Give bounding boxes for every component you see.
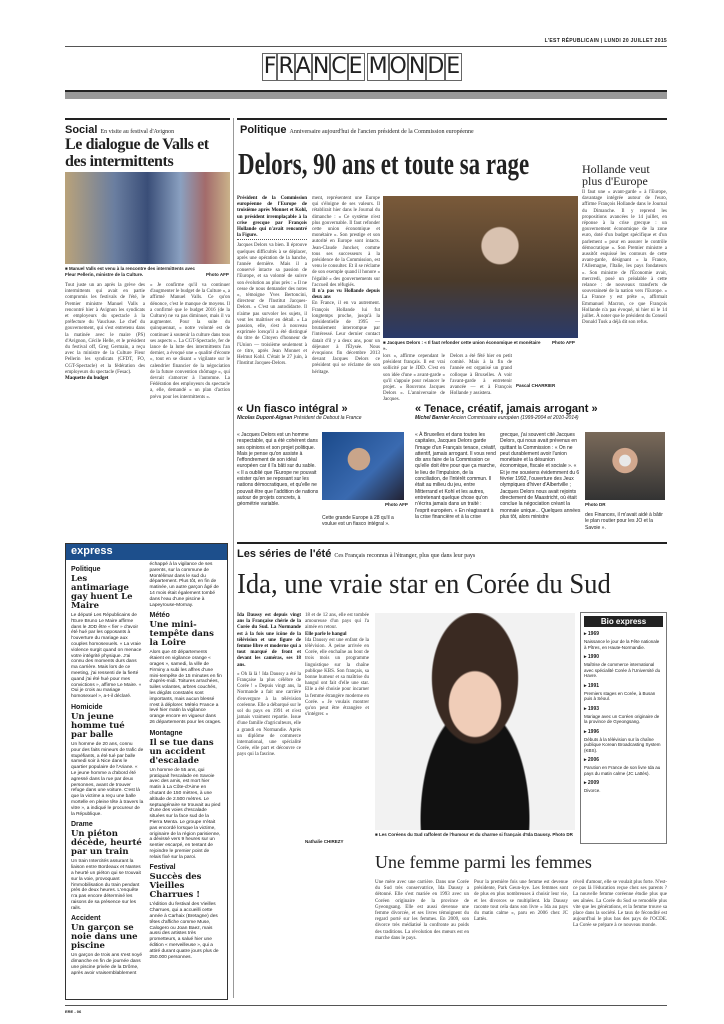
kicker-sub: En visite au festival d'Avignon [100, 129, 175, 135]
express-headline: Un garçon se noie dans une piscine [71, 923, 138, 952]
valls-photo [65, 172, 230, 264]
photo-credit: Photo DR [585, 502, 606, 507]
article-body [312, 196, 380, 390]
kicker-label: Les séries de l'été [237, 548, 332, 560]
quote-text: grecque, j'ai souvent cité Jacques Delors, qui nous avait prévenus en quittant la Commission : « On ne peut durablement avoir l'union monétaire et la désunion économique, fiscale et sociale ». « Et je me souviens évidemment du 6 février 1992, l'ouverture des Jeux olympiques d'hiver d'Albertville ; Jacques Delors nous avait rejoints directement de Maastricht, où était conclue la négociation créant la monnaie unique... Quelques années plus tôt, alors ministre [500, 432, 581, 520]
sidebar-body: Il faut une « avant-garde » à l'Europe, davantage intégrée autour de l'euro, affirme François Hollande dans le Journal du Dimanche. Il y reprend les propositions avancées le 14 juillet, en réponse à la crise grecque : un gouvernement économique de la zone euro, doté d'un budget spécifique et d'un parlement « pour en assurer le contrôle démocratique ». Son Premier ministre a aussitôt esquissé les contours de cette avant-garde, désignant « la France, l'Allemagne, l'Italie, les pays fondateurs ». Son ministre de l'Économie avait, mercredi, posé un préalable à cette relance : de nouveaux transferts de souveraineté de la nation vers l'Europe. « La France y est prête », affirmait Emmanuel Macron, ce que François Hollande n'a pas évoqué, ni hier ni le 14 juillet. À noter que le président du Conseil Donald Tusk a déjà dit son refus. [582, 190, 667, 326]
bio-year: ▸ 2009 [584, 780, 600, 786]
politique-kicker [240, 124, 670, 136]
bio-year: ▸ 1969 [584, 631, 600, 637]
footer-rule [65, 1005, 667, 1006]
ida-daussy-photo [375, 613, 575, 830]
quote-text: « Jacques Delors est un homme respectable, qui a été cohérent dans ses opinions et son projet politique. Mais je pense qu'on assiste à l'effondrement de son idéal européen car il l'a bâti sur du sable. « Il a oublié que l'Europe ne pouvait exister qu'en se reposant sur les nations démocratiques, et qu'elle ne pouvait être que l'addition de nations autour de projets concrets, à géométrie variable. [237, 432, 319, 508]
kicker-sub: Ces Français reconnus à l'étranger, plus que dans leur pays [334, 553, 476, 559]
header-bar [65, 90, 667, 99]
express-headline: Un jeune homme tué par balle [71, 711, 125, 740]
express-box [65, 543, 228, 1000]
article-body: Delors a été fêté hier en petit comité. Mais à la fin de l'année est organisé un grand colloque à Bruxelles. A voir l'avant-garde à entretenir avancée — et à François Hollande y assistera. [450, 354, 512, 397]
body-text: En France, il en va autrement. François Hollande lui fut longtemps proche, jusqu'à la présidentielle de 1995 — brutalement interrompue par l'intéressé. Leur dernier contact datait d'il y a deux ans, pour un déjeuner à l'Élysée. Nous évoquions fin décembre 2013 devant Jacques Delors ce président qui se réclame de son héritage. [312, 301, 380, 375]
express-headline: Les antimariage gay huent Le Maire [71, 574, 133, 611]
social-kicker [65, 124, 230, 136]
rubric-letter: O [389, 54, 407, 79]
express-headline: Il se tue dans un accident d'escalade [149, 737, 214, 766]
express-columns [66, 560, 227, 979]
rubric-letter: C [331, 54, 347, 79]
bio-year: ▸ 1993 [584, 705, 600, 712]
bio-year: ▸ 1996 [584, 728, 600, 735]
express-text: Un garçon de trois ans s'est noyé dimanche en fin de journée dans une piscine privée de la Drôme, après avoir vraisemblablement [71, 953, 143, 976]
express-column [71, 562, 144, 977]
quote-author [237, 415, 407, 421]
rubric-letter: A [295, 54, 311, 79]
photo-credit: Photo AFP [552, 340, 575, 345]
top-rule [65, 46, 667, 47]
bio-text: Débuts à la télévision sur la chaîne publique Korean Broadcasting System (KBS). [584, 736, 661, 753]
express-text: échappé à la vigilance de ses parents, sur la commune de Montélimar dans le sud du département. Plus tôt, en fin de matinée, un autre garçon âgé de 14 mois était également tombé dans l'eau d'une piscine à Lapeyrouse-Mornay. [149, 562, 219, 608]
sub-headline: Une femme parmi les femmes [375, 852, 592, 872]
bio-list [584, 631, 663, 794]
bio-text: Divorce. [584, 788, 601, 793]
article-body: « Je confirme qu'il va continuer d'augmenter le budget de la Culture », a affirmé Manuel Valls. Ce qu'on dénonce, c'est le manque de moyens. Il a confirmé que le budget 2016 (de la Culture) ne va pas diminuer, mais il va augmenter. Pour la suite du quinquennat, « notre volonté est de continuer à soutenir la culture dans tous ses aspects ». La CGT-Spectacle, fer de lance de la lutte des intermittents l'an dernier, a évoqué une « qualité d'écoute », tout en se disant « vigilante sur le calendrier financier de la négociation de la future convention chômage », qui devrait s'amorcer à l'automne. La Fédération des employeurs du spectacle a, elle, demandé « un plan d'action prévu pour les intermittents ». [150, 283, 230, 400]
rule [65, 118, 230, 120]
rubric-letter: F [263, 54, 277, 79]
quote-text: des Finances, il m'avait aidé à bâtir le plan routier pour les JO et la Savoie ». [585, 512, 663, 531]
body-text: 18 et de 12 ans, elle est tombée amoureuse d'un pays qui l'a aimée en retour. [305, 613, 369, 631]
bio-year: ▸ 1991 [584, 682, 600, 689]
body-text: Ida Daussy est une enfant de la télévision. À peine arrivée en Corée, elle enchaîne au bout de trois mois un programme linguistique sur la chaîne publique KBS. Son français, sa bonne humeur et sa maîtrise du hangul ont fait d'elle une star. Elle a été choisie pour incarner la femme étrangère moderne en Corée. « Je voulais montrer qu'on peut être étrangère et s'intégrer. » [305, 637, 369, 718]
bio-year: ▸ 2006 [584, 757, 600, 763]
photo-caption: ■ Jacques Delors : « Il faut refonder cette union économique et monétaire ». [383, 340, 541, 351]
quote-title: « Tenace, créatif, jamais arrogant » [415, 403, 598, 415]
express-headline: Une mini-tempête dans la Loire [149, 620, 214, 649]
article-body [65, 283, 145, 538]
folio: L'EST RÉPUBLICAIN | LUNDI 20 JUILLET 2015 [544, 38, 667, 44]
subhead: Elle parle le hangul [305, 631, 347, 637]
express-section: Météo [149, 612, 170, 620]
rubric-letter: N [312, 54, 330, 79]
rubric-letter: N [408, 54, 426, 79]
bio-text: Parution en France de son livre Ida au pays du matin calme (JC Lattès). [584, 765, 661, 776]
body-text: ment, représentent une Europe qui s'éloigne de ses valeurs. Il rétablirait hier dans le Journal du dimanche : « Ce système n'est plus gouvernable. Il faut refonder cette union économique et monétaire ». Son prestige et son autorité en Europe sont intacts. Jean-Claude Juncker, comme tous ses successeurs à la présidence de la Commission, est venu le consulter. Et il se réclame de son exemple quand il honore « l'égalité » des gouvernements sur l'accueil des réfugiés. [312, 196, 380, 288]
quote-block [237, 403, 407, 421]
express-headline: Un piéton décède, heurté par un train [71, 829, 142, 858]
photo-caption [375, 832, 575, 838]
signature: Pascal CHARRIER [516, 383, 556, 388]
photo-credit: Photo AFP [385, 502, 408, 507]
bio-text: Mariage avec un Coréen originaire de la province de Gyeongsang. [584, 713, 660, 724]
rubric-letter: M [368, 54, 388, 79]
bio-year: ▸ 1990 [584, 654, 600, 660]
photo-caption: ■ Manuel Valls est venu à la rencontre des intermittents avec Fleur Pellerin, ministre de la Culture. [65, 266, 196, 277]
article-body: lors », affirme cependant le président français. Il est vrai sollicité par le JDD. C'est en son idée d'une « avant-garde » qu'il s'appuie pour relancer le projet. « Rouvrons Jacques Delors ». L'anniversaire de Jacques. [383, 354, 445, 403]
social-headline: Le dialogue de Valls et des intermittents [65, 136, 209, 170]
express-text: Un homme de 20 ans, connu pour des faits mineurs de trafic de stupéfiants, a été tué par balle samedi soir à Nice dans le quartier populaire de l'Ariane. « Le jeune homme a d'abord été agressé dans la rue par deux personnes, avant de trouver refuge dans une voiture. C'est là que la victime a reçu une balle mortelle en pleine tête à travers la vitre », a indiqué le procureur de la République. [71, 741, 144, 817]
express-text: Un homme de 55 ans, qui pratiquait l'escalade en Savoie avec des amis, est mort hier matin à La Côte-d'Aime en chutant de 150 mètres, à une altitude de 2.500 mètres. Le septuagénaire se trouvait au pied d'une des voies d'escalade situées sur la face sud de la Pierra Menta. Le groupe n'était pas encordé lorsque la victime, originaire de la région parisienne, a dévissé vers 9 heures sur un sentier escarpé, en tentant de rejoindre le premier point de relais fixé sur la paroi. [149, 767, 221, 860]
quote-text: « À Bruxelles et dans toutes les capitales, Jacques Delors garde l'image d'un Français tenace, créatif, attentif, jamais arrogant. Il vous rend dix ans faire de la Commission ce qu'elle doit être pour que ça marche, le lieu de l'impulsion, de la conciliation, de l'intérêt commun. Il était au milieu du jeu, entre Mitterrand et Kohl et les autres, entretenant quelque chose qu'on n'écrira jamais dans un traité : l'esprit européen. « En réagissant à la crise financière et à la crise [415, 432, 497, 520]
kicker-label: Social [65, 124, 98, 136]
body-text: Tout juste un an après la grève des intermittents qui avait en partie compromis les festivals de l'été, le Premier ministre Manuel Valls a rencontré hier à Avignon les syndicats et employeurs du spectacle à la préfecture du Vaucluse. Le chef du gouvernement, qui s'est entretenu dans la matinée avec le maire (PS) d'Avignon, Cécile Helle, et le président du festival off, Greg Germain, a reçu avec la ministre de la Culture Fleur Pellerin les syndicats (CFDT, FO, CGT-Spectacle) et la fédération des employeurs du spectacle (Fesac). [65, 283, 145, 375]
express-text: Un train Intercités assurant la liaison entre Bordeaux et Nantes a heurté un piéton qui se trouvait sur la voie, provoquant l'immobilisation du train pendant près de deux heures. L'enquête n'a pas encore déterminé les raisons de sa présence sur les rails. [71, 859, 141, 911]
rubric-letter: E [348, 54, 363, 79]
express-section: Homicide [71, 703, 103, 711]
series-kicker [237, 548, 667, 560]
quote-block [415, 403, 675, 421]
express-section: Montagne [149, 729, 183, 737]
express-section: Festival [149, 864, 176, 872]
author-name: Nicolas Dupont-Aignan [237, 415, 293, 421]
bio-header: Bio express [584, 616, 663, 627]
express-text: Alors que 40 départements étaient en vigilance orange « orages », samedi, la ville de Firminy a subi les affres d'une mini-tempête de 15 minutes en fin d'après-midi. Toitures arrachées, tuiles volantes, arbres couchés, les dégâts constatés sont importants, mais aucun blessé n'est à déplorer. Météo France a levé hier matin la vigilance orange encore en vigueur dans 26 départements pour les orages. [149, 650, 222, 725]
bio-text: Naissance le jour de la Fête nationale à Pîtres, en Haute-Normandie. [584, 639, 660, 650]
express-section: Accident [71, 915, 101, 923]
article-body [237, 196, 307, 390]
express-section: Drame [71, 821, 93, 829]
express-column [150, 562, 223, 977]
photo-credit: Photo DR [552, 832, 573, 837]
body-text: « Oh là là ! Ida Daussy a été la Française la plus célèbre de Corée ! » Depuis vingt ans, la Normande a fait une carrière d'envergure à la télévision coréenne. Elle a débarqué sur le sol du pays en 1991 et n'est jamais vraiment repartie. Issue d'une famille d'agriculteurs, elle a grandi en Normandie. Après un diplôme de commerce international, une spécialité Corée, elle part et découvre ce pays qui la fascine. [237, 671, 301, 758]
express-header: express [66, 544, 227, 560]
section-title [0, 53, 724, 81]
kicker-label: Politique [240, 124, 287, 136]
signature: Nathalie CHIREZY [305, 839, 344, 844]
express-text: Le député Les Républicains de l'Eure Bruno Le Maire affirme dans le JDD être « fier » d'avoir été hué par les opposants à l'ouverture du mariage aux couples homosexuels. « La vraie violence surgit quand on menace votre intégrité physique. J'ai connu des moments durs dans ma carrière. Mais lors de ce meeting, j'ai ressenti de la fierté quand j'ai été hué pour mes convictions », affirme Le Maire. « Oui je crois au mariage homosexuel », a-t-il déclaré. [71, 613, 142, 700]
article-body: Pour la première fois une femme est devenue présidente, Park Geun-hye. Les femmes sont de plus en plus nombreuses à choisir leur vie, et les divorces se multiplient. Ida Daussy raconte tout cela dans son livre « Ida au pays du matin calme », paru en 2006 chez JC Lattès. [474, 880, 568, 923]
express-section: Politique [71, 566, 101, 573]
subhead: Il n'a pas vu Hollande depuis deux ans [312, 289, 380, 301]
author-name: Michel Barnier [415, 415, 450, 421]
bio-text: Maîtrise de commerce international avec spécialité Corée à l'Université du Havre. [584, 662, 661, 678]
sidebar-headline: Hollande veut plus d'Europe [582, 162, 650, 188]
bio-text: Premiers stages en Corée, à Busan puis à Séoul. [584, 690, 656, 701]
rubric-letter: R [278, 54, 294, 79]
quote-author [415, 415, 675, 421]
kicker-sub: Anniversaire aujourd'hui de l'ancien président de la Commission européenne [289, 129, 474, 135]
author-role: Ancien Commissaire européen (1999-2004 et 2010-2014) [450, 415, 579, 421]
rubric-letter: D [427, 54, 445, 79]
politique-headline: Delors, 90 ans et toute sa rage [238, 146, 530, 181]
caption-text: ■ Les Coréens du Sud raffolent de l'humour et du charme si français d'Ida Daussy. [375, 832, 552, 837]
rubric-letter: E [446, 54, 461, 79]
intro: Président de la Commission européenne de l'Europe de troisième après Monnet et Kohl, un président irremplaçable à la crise grecque par François Hollande qui n'avait rencontré la Figure. [237, 196, 307, 240]
rule [237, 118, 667, 120]
intro: Ida Daussy est depuis vingt ans la Française chérie de la Corée du Sud. La Normande est à la fois une icône de la télévision et une figure de femme libre et moderne qui a tout marqué de front et devant les caméras, ses 18 ans. [237, 613, 301, 668]
column-rule [233, 118, 234, 998]
express-text: L'édition du festival des Vieilles Charrues, qui a accueilli cette année à Carhaix (Bretagne) des têtes d'affiche comme Muse, Calogero ou Joan Baez, mais aussi des artistes très prometteurs, a salué hier une édition « merveilleuse », qui a attiré durant quatre jours plus de 250.000 personnes. [149, 902, 219, 960]
series-headline: Ida, une vraie star en Corée du Sud [237, 569, 611, 600]
rule [237, 542, 667, 544]
quote-title: « Un fiasco intégral » [237, 403, 348, 415]
article-body [305, 613, 369, 835]
article-body [237, 613, 301, 843]
article-body: réveil d'amour, elle se voulait plus forte. N'est-ce pas là l'éducation reçue chez ses parents ? La nouvelle femme coréenne étudie plus que ses aînées. La Corée du Sud se remodèle plus vite que les générations, et la femme trouve sa place dans la société. Le taux de fécondité est aujourd'hui le plus bas des pays de l'OCDE. La Corée se prépare à ce nouveau monde. [573, 880, 667, 929]
subhead: Maquette du budget [65, 376, 109, 382]
photo-credit: Photo AFP [206, 272, 229, 277]
dupont-aignan-photo [322, 432, 404, 500]
article-body: Une mère avec une carrière. Dans une Corée du Sud très conservatrice, Ida Daussy a détonné. Elle s'est mariée en 1993 avec un Coréen originaire de la province de Gyeongsang. Elle est aussi devenue une femme divorcée, et ses livres témoignent du regard porté sur les femmes. En 2009, son divorce très médiatisé la confronte au poids des traditions. La révolution des mœurs est en marche dans le pays. [375, 880, 469, 941]
quote-text: Cette grande Europe à 28 qu'il a voulue est un fiasco intégral ». [322, 515, 394, 528]
body-text: Jacques Delors va bien. Il éprouve quelques difficultés à se déplacer, après une opération de la hanche, l'année dernière. Mais il a conservé intacte sa passion de l'Europe, et sa volonté de suivre son évolution au plus près : « Il ne cesse de nous demander des notes », témoigne Yves Bertoncini, directeur de l'Institut Jacques-Delors. « C'est un autodidacte. Il n'aime pas survoler les sujets, il veut les maîtriser en détail. » La passion, elle, s'est à nouveau exprimée lorsqu'il a été distingué du titre de Citoyen d'honneur de l'Union — troisième seulement à ce titre, après Jean Monnet et Helmut Kohl. C'était le 27 juin, à l'Institut Jacques-Delors. [237, 243, 307, 367]
bio-express-box [580, 612, 667, 844]
delors-photo [383, 196, 578, 338]
barnier-photo [585, 432, 665, 500]
author-role: Président de Debout la France [293, 415, 362, 421]
page-code: ERE - 06 [65, 1009, 82, 1014]
express-headline: Succès des Vieilles Charrues ! [149, 872, 202, 901]
